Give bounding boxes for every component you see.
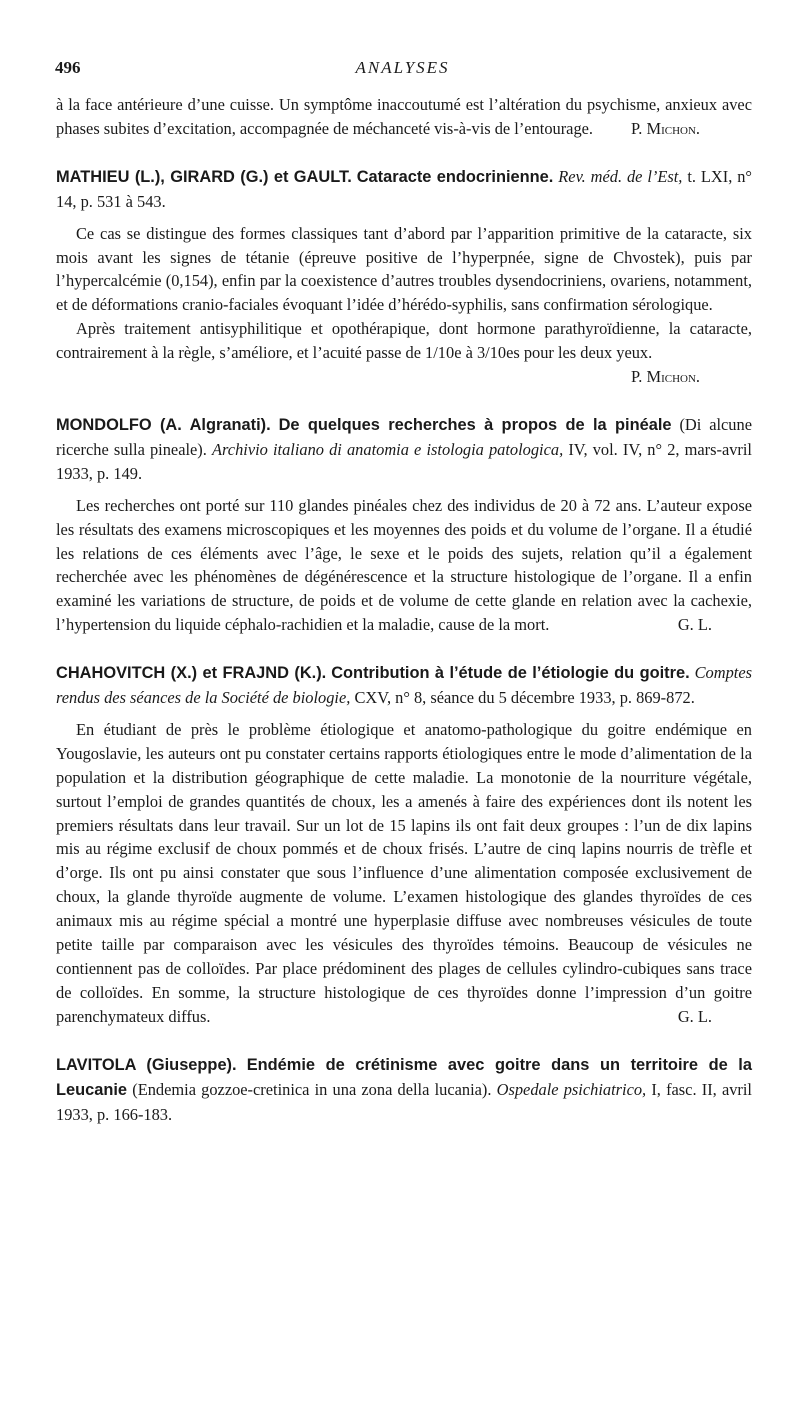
article-authors: MATHIEU (L.), GIRARD (G.) et GAULT. (56, 167, 352, 186)
article-authors: MONDOLFO (A. Algranati). (56, 415, 271, 434)
article-title: Cataracte endocrinienne. (356, 167, 554, 186)
article-heading (56, 165, 752, 214)
review-mondolfo (56, 413, 752, 637)
review-mathieu (56, 165, 752, 389)
article-paragraph: Ce cas se distingue des formes classiques tant d’abord par l’apparition primitive de la cataracte, six mois avant les signes de tétanie (épreuve positive de l’hyperpnée, signe de Chvostek), puis par l’hypercalcémie (0,154), enfin par la coexistence d’autres troubles dysendocriniens, ovariens, notamment, et de déformations cranio-faciales évoquant l’idée d’hérédo-syphilis, sans confirmation sérologique. (56, 223, 752, 315)
page-number: 496 (55, 58, 81, 77)
article-paragraph-text: Après traitement antisyphilitique et opothérapique, dont hormone parathyroïdienne, la cataracte, contrairement à la règle, s’améliore, et l’acuité passe de 1/10e à 3/10es pour les deux yeux. (56, 319, 752, 363)
article-paragraph (56, 317, 752, 387)
article-signature: G. L. (677, 1006, 712, 1026)
article-source: Archivio italiano di anatomia e istologia patologica, (212, 439, 564, 459)
page-content (56, 93, 752, 1134)
article-heading (56, 1053, 752, 1127)
article-original-title: (Endemia gozzoe-cretinica in una zona della lucania). (132, 1079, 492, 1099)
article-heading (56, 661, 752, 710)
article-citation: I, fasc. II, avril 1933, p. 166-183. (56, 1079, 752, 1124)
article-original-title: (Di alcune ricerche sulla pineale). (56, 414, 752, 459)
article-source: Ospedale psichiatrico, (496, 1079, 647, 1099)
article-paragraph (56, 494, 752, 637)
article-title: De quelques recherches à propos de la pinéale (278, 415, 672, 434)
review-lavitola (56, 1053, 752, 1127)
article-signature: P. Michon. (631, 367, 700, 387)
article-title: Endémie de crétinisme avec goitre dans un territoire de la Leucanie (56, 1055, 752, 1099)
article-authors: CHAHOVITCH (X.) et FRAJND (K.). (56, 664, 327, 683)
running-title: ANALYSES (355, 58, 450, 77)
page-header (55, 58, 750, 86)
article-heading (56, 413, 752, 486)
intro-paragraph (56, 93, 752, 141)
article-source: Comptes rendus des séances de la Société de biologie, (56, 663, 752, 708)
article-citation: t. LXI, n° 14, p. 531 à 543. (56, 166, 752, 211)
intro-signature: P. Michon. (631, 118, 700, 138)
article-authors: LAVITOLA (Giuseppe). (56, 1055, 237, 1074)
article-citation: IV, vol. IV, n° 2, mars-avril 1933, p. 149. (56, 439, 752, 483)
intro-text: à la face antérieure d’une cuisse. Un symptôme inaccoutumé est l’altération du psychisme, anxieux avec phases subites d’excitation, accompagnée de méchanceté vis-à-vis de l’entourage. (56, 95, 752, 138)
article-paragraph-text: Les recherches ont porté sur 110 glandes pinéales chez des individus de 20 à 72 ans. L’auteur expose les résultats des examens microscopiques et les moyennes des poids et du volume de l’organe. Il a étudié les relations de ces éléments avec l’âge, le sexe et le poids des sujets, relation qu’il a également recherchée avec les phénomènes de dégénérescence et la structure histologique de l’organe. Il a enfin examiné les variations de structure, de poids et de volume de cette glande en relation avec la cachexie, l’hypertension du liquide céphalo-rachidien et la maladie, cause de la mort. (56, 495, 752, 635)
article-paragraph (56, 718, 752, 1029)
article-citation: CXV, n° 8, séance du 5 décembre 1933, p. 869-872. (354, 688, 695, 708)
article-source: Rev. méd. de l’Est, (558, 166, 683, 186)
article-paragraph-text: En étudiant de près le problème étiologique et anatomo-pathologique du goitre endémique en Yougoslavie, les auteurs ont pu constater certains rapports étiologiques entre le mode d’alimentation de la population et la distribution géographique de cette maladie. La monotonie de la nourriture végétale, surtout l’emploi de grandes quantités de choux, les a amenés à faire des expériences dont ils notent les premiers résultats dans leur travail. Sur un lot de 15 lapins ils ont fait deux groupes : l’un de dix lapins mis au régime exclusif de choux pommés et de choux frisés. L’autre de cinq lapins nourris de trèfle et d’orge. Ils ont pu ainsi constater que sous l’influence d’une alimentation composée exclusivement de choux, la glande thyroïde augmente de volume. L’examen histologique des glandes thyroïdes de ces animaux mis au régime spécial a montré une hyperplasie diffuse avec nombreuses vésicules de toute petite taille par comparaison avec les vésicules des thyroïdes témoins. Beaucoup de vésicules ne contiennent pas de colloïdes. Par place prédominent des plages de cellules cylindro-cubiques sans trace de colloïdes. En somme, la structure histologique de ces thyroïdes donne l’impression d’un goitre parenchymateux diffus. (56, 719, 752, 1026)
article-title: Contribution à l’étude de l’étiologie du goitre. (331, 664, 690, 683)
review-chahovitch (56, 661, 752, 1029)
article-signature: G. L. (677, 615, 712, 635)
